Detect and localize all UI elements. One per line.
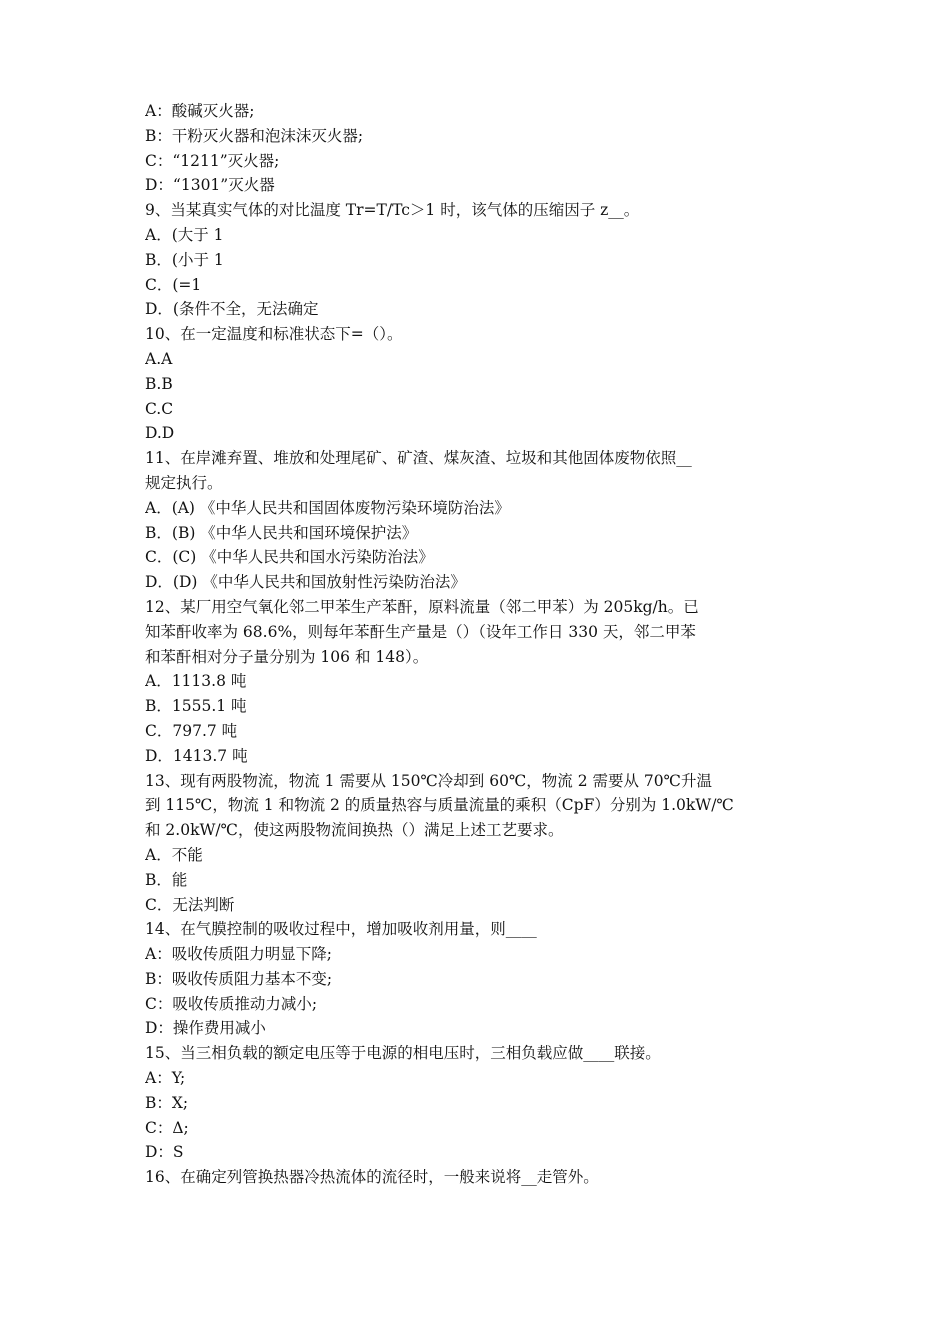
option-line: D：“1301”灭火器: [145, 176, 275, 195]
question-13-continued: 和 2.0kW/℃，使这两股物流间换热（）满足上述工艺要求。: [145, 821, 564, 840]
option-line: D．(D) 《中华人民共和国放射性污染防治法》: [145, 573, 466, 592]
option-line: C.C: [145, 399, 174, 418]
option-line: C．(C) 《中华人民共和国水污染防治法》: [145, 548, 434, 567]
question-11: 11、在岸滩弃置、堆放和处理尾矿、矿渣、煤灰渣、垃圾和其他固体废物依照__: [145, 449, 692, 468]
option-line: D：S: [145, 1143, 184, 1162]
question-16: 16、在确定列管换热器冷热流体的流径时，一般来说将__走管外。: [145, 1168, 599, 1187]
option-line: C：“1211”灭火器;: [145, 151, 280, 170]
question-12: 12、某厂用空气氧化邻二甲苯生产苯酐，原料流量（邻二甲苯）为 205kg/h。已: [145, 597, 699, 616]
option-line: D.D: [145, 424, 175, 443]
document-body: [145, 99, 815, 1190]
option-line: B：X;: [145, 1093, 189, 1112]
question-9: 9、当某真实气体的对比温度 Tr=T/Tc＞1 时，该气体的压缩因子 z__。: [145, 201, 640, 220]
option-line: A．(A) 《中华人民共和国固体废物污染环境防治法》: [145, 498, 510, 517]
option-line: C．无法判断: [145, 895, 235, 914]
option-line: D．(条件不全，无法确定: [145, 300, 319, 319]
option-line: B：吸收传质阻力基本不变;: [145, 969, 333, 988]
option-line: A.A: [145, 349, 173, 368]
option-line: A：Y;: [145, 1069, 186, 1088]
option-line: C：Δ;: [145, 1118, 189, 1137]
option-line: A．1113.8 吨: [145, 672, 247, 691]
question-10: 10、在一定温度和标准状态下=（）。: [145, 325, 403, 344]
option-line: A：酸碱灭火器;: [145, 102, 255, 120]
question-14: 14、在气膜控制的吸收过程中，增加吸收剂用量，则____: [145, 920, 537, 939]
question-15: 15、当三相负载的额定电压等于电源的相电压时，三相负载应做____联接。: [145, 1044, 661, 1063]
option-line: C：吸收传质推动力减小;: [145, 994, 318, 1013]
option-line: B．(B) 《中华人民共和国环境保护法》: [145, 523, 418, 542]
question-12-continued: 知苯酐收率为 68.6%，则每年苯酐生产量是（）（设年工作日 330 天，邻二甲苯: [145, 622, 696, 641]
option-line: D．1413.7 吨: [145, 746, 248, 765]
option-line: B．能: [145, 870, 188, 889]
option-line: B.B: [145, 374, 173, 393]
option-line: A：吸收传质阻力明显下降;: [145, 945, 332, 964]
question-11-continued: 规定执行。: [145, 473, 223, 492]
option-line: C．(=1: [145, 275, 202, 294]
option-line: B．(小于 1: [145, 250, 224, 269]
option-line: C．797.7 吨: [145, 721, 238, 740]
question-12-continued: 和苯酐相对分子量分别为 106 和 148）。: [145, 647, 429, 666]
option-line: B：干粉灭火器和泡沫沫灭火器;: [145, 126, 364, 145]
question-13: 13、现有两股物流，物流 1 需要从 150℃冷却到 60℃，物流 2 需要从 70℃升温: [145, 771, 712, 790]
option-line: D：操作费用减小: [145, 1019, 266, 1038]
option-line: A．(大于 1: [145, 225, 224, 244]
question-13-continued: 到 115℃，物流 1 和物流 2 的质量热容与质量流量的乘积（CpF）分别为 1.0kW/℃: [145, 796, 734, 815]
option-line: A．不能: [145, 845, 203, 864]
option-line: B．1555.1 吨: [145, 697, 247, 716]
